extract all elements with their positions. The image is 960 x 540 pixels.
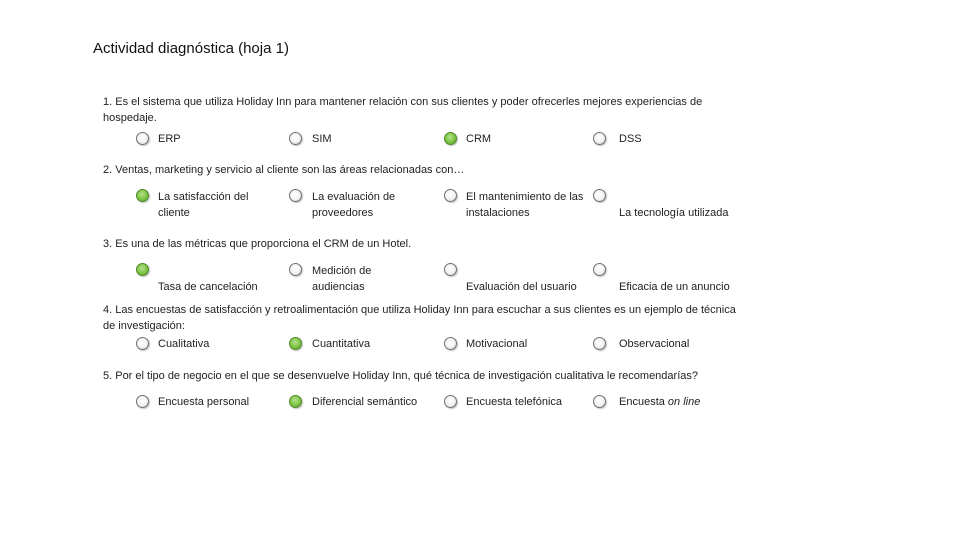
question-1-text: 1. Es el sistema que utiliza Holiday Inn para mantener relación con sus clientes y poder ofrecerles mejores experiencias de hospedaje. [103,96,703,124]
question-3-text: 3. Es una de las métricas que proporciona el CRM de un Hotel. [103,238,412,250]
q3-option-1-label: Tasa de cancelación [158,281,258,293]
q4-option-2-label: Cuantitativa [312,338,371,350]
q1-option-2-radio[interactable] [289,132,302,145]
question-5-text: 5. Por el tipo de negocio en el que se desenvuelve Holiday Inn, qué técnica de investigación cualitativa le recomendarías? [103,370,698,382]
q5-option-4-label [619,394,700,410]
q3-option-4-label: Eficacia de un anuncio [619,281,730,293]
q3-option-3-radio[interactable] [444,263,457,276]
q5-option-3-label: Encuesta telefónica [466,396,563,408]
question-2-text: 2. Ventas, marketing y servicio al cliente son las áreas relacionadas con… [103,164,465,176]
q4-option-2-radio[interactable] [289,337,302,350]
q3-option-2-radio[interactable] [289,263,302,276]
q1-option-4-radio[interactable] [593,132,606,145]
q2-option-3-label: El mantenimiento de las instalaciones [466,191,584,219]
q3-option-4-radio[interactable] [593,263,606,276]
q1-option-2-label: SIM [312,133,332,145]
q1-option-3-radio[interactable] [444,132,457,145]
q1-option-1-radio[interactable] [136,132,149,145]
q5-option-2-label: Diferencial semántico [312,396,418,408]
question-4-text: 4. Las encuestas de satisfacción y retroalimentación que utiliza Holiday Inn para escuchar a sus clientes es un ejemplo de técnica de investigación: [103,304,736,332]
q1-option-3-label: CRM [466,133,492,145]
q4-option-3-radio[interactable] [444,337,457,350]
q1-option-1-label: ERP [158,133,181,145]
q4-option-3-label: Motivacional [466,338,528,350]
q4-option-1-label: Cualitativa [158,338,210,350]
q5-option-4-italic: on line [667,396,701,408]
q4-option-1-radio[interactable] [136,337,149,350]
q5-option-3-radio[interactable] [444,395,457,408]
q5-option-4-prefix: Encuesta [619,396,668,408]
q1-option-4-label: DSS [619,133,642,145]
q2-option-1-radio[interactable] [136,189,149,202]
q5-option-2-radio[interactable] [289,395,302,408]
q3-option-3-label: Evaluación del usuario [466,281,577,293]
q2-option-4-label: La tecnología utilizada [619,207,729,219]
page-title: Actividad diagnóstica (hoja 1) [93,40,289,57]
q2-option-2-radio[interactable] [289,189,302,202]
q2-option-3-radio[interactable] [444,189,457,202]
q4-option-4-label: Observacional [619,338,690,350]
q2-option-4-radio[interactable] [593,189,606,202]
q3-option-2-label: Medición de audiencias [312,265,372,293]
q2-option-2-label: La evaluación de proveedores [312,191,396,219]
q2-option-1-label: La satisfacción del cliente [158,191,249,219]
q3-option-1-radio[interactable] [136,263,149,276]
q4-option-4-radio[interactable] [593,337,606,350]
q5-option-1-label: Encuesta personal [158,396,250,408]
q5-option-1-radio[interactable] [136,395,149,408]
q5-option-4-radio[interactable] [593,395,606,408]
